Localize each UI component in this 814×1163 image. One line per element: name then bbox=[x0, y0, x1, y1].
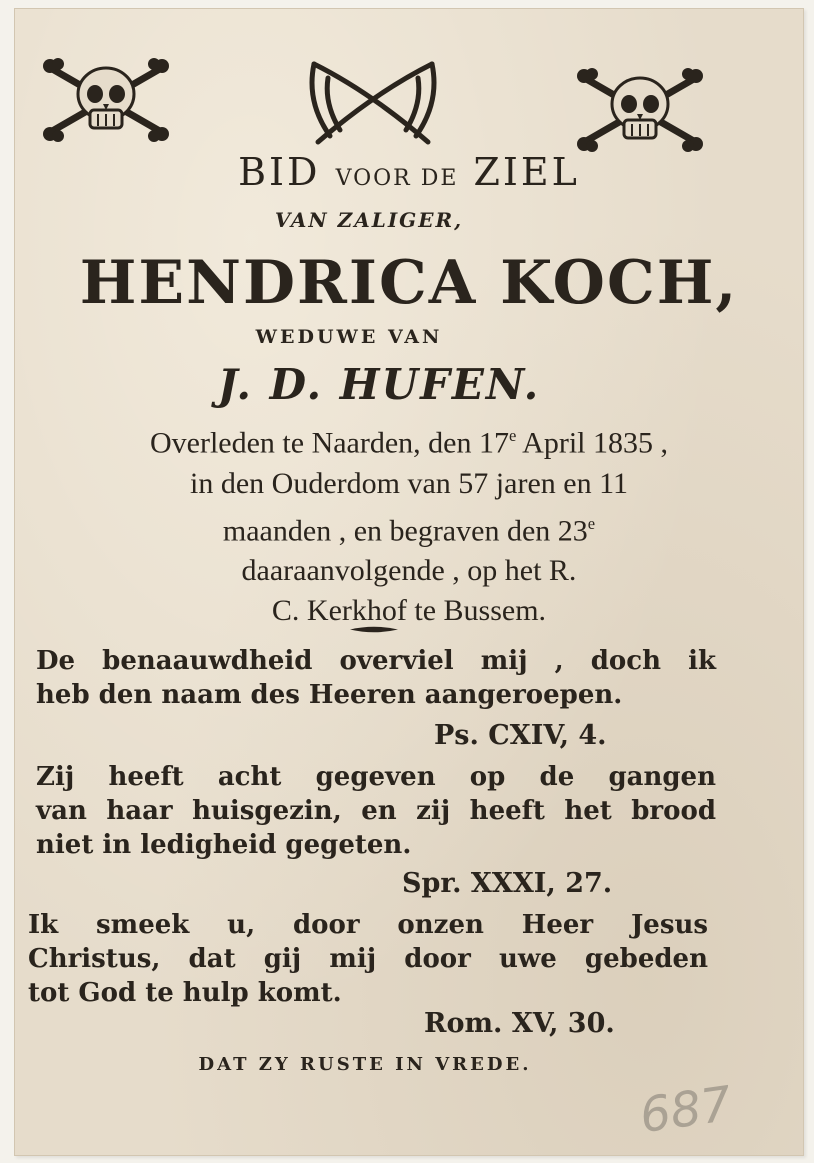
verse-2 bbox=[36, 760, 716, 862]
verse-3-reference: Rom. XV, 30. bbox=[424, 1008, 615, 1039]
ornamental-divider bbox=[350, 626, 398, 633]
verse-2-reference: Spr. XXXI, 27. bbox=[402, 868, 613, 899]
skull-crossbones-icon bbox=[40, 56, 172, 142]
relation-label: WEDUWE VAN bbox=[255, 326, 443, 348]
closing-rest-in-peace: DAT ZY RUSTE IN VREDE. bbox=[198, 1054, 532, 1075]
death-notice-line-2: in den Ouderdom van 57 jaren en 11 bbox=[190, 466, 628, 500]
verse-3-line-3: tot God te hulp komt. bbox=[28, 978, 342, 1008]
verse-2-line-3: niet in ledigheid gegeten. bbox=[36, 830, 412, 860]
verse-1 bbox=[36, 644, 716, 712]
verse-1-line-1: De benaauwdheid overviel mij , doch ik bbox=[36, 646, 716, 676]
death-notice-line-5: C. Kerkhof te Bussem. bbox=[271, 594, 547, 628]
deceased-name: HENDRICA KOCH, bbox=[79, 248, 739, 318]
death-notice bbox=[14, 416, 804, 631]
verse-2-line-1: Zij heeft acht gegeven op de gangen bbox=[36, 762, 716, 792]
heading-pray-for-soul bbox=[14, 150, 804, 194]
skull-crossbones-icon bbox=[574, 66, 706, 152]
crossed-scythes-icon bbox=[300, 52, 446, 152]
verse-3 bbox=[28, 908, 708, 1010]
death-notice-line-3: maanden , en begraven den 23e bbox=[222, 513, 596, 548]
heading-word-voor-de: VOOR DE bbox=[335, 166, 459, 191]
heading-word-ziel: ZIEL bbox=[473, 150, 580, 194]
handwritten-inventory-number: 687 bbox=[636, 1075, 736, 1145]
verse-2-line-2: van haar huisgezin, en zij heeft het brood bbox=[36, 796, 716, 826]
mourning-card bbox=[14, 8, 804, 1156]
death-notice-line-4: daaraanvolgende , op het R. bbox=[241, 554, 577, 588]
verse-3-line-1: Ik smeek u, door onzen Heer Jesus bbox=[28, 910, 708, 940]
verse-1-line-2: heb den naam des Heeren aangeroepen. bbox=[36, 680, 623, 710]
death-notice-line-1: Overleden te Naarden, den 17e April 1835 , bbox=[149, 426, 668, 460]
spouse-name: J. D. HUFEN. bbox=[217, 360, 541, 409]
heading-word-bid: BID bbox=[238, 150, 321, 194]
verse-3-line-2: Christus, dat gij mij door uwe gebeden bbox=[28, 944, 708, 974]
verse-1-reference: Ps. CXIV, 4. bbox=[434, 720, 607, 751]
heading-van-zaliger: VAN ZALIGER, bbox=[274, 208, 464, 232]
